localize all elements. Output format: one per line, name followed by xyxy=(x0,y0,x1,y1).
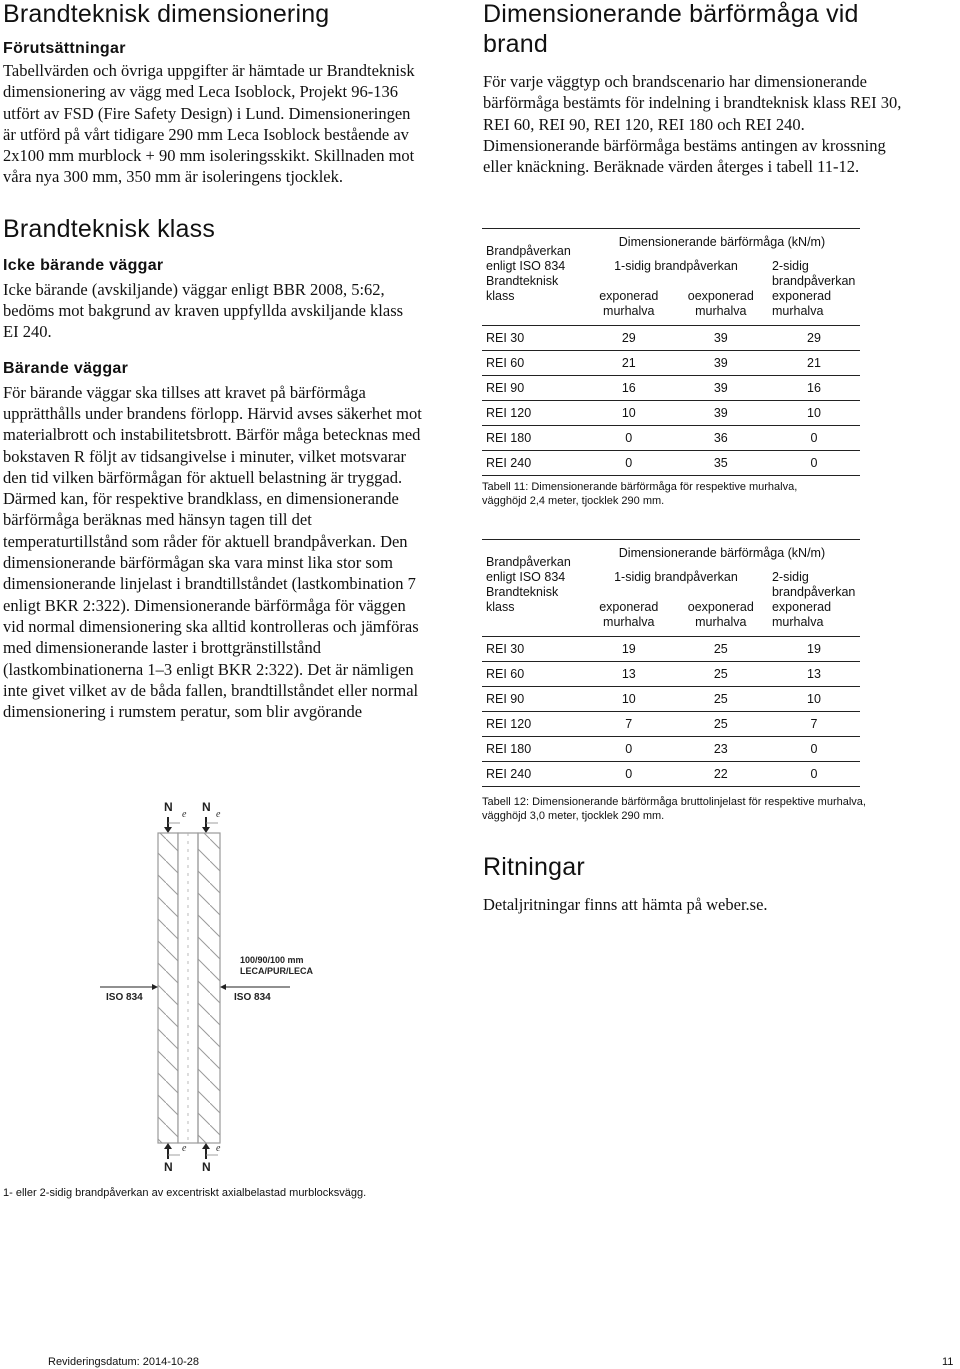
bearing-text: För bärande väggar ska tillses att kravet på bärförmåga upprätthålls under brandens förlopp. Härvid avses säkerhet mot materialbrott och instabilitetsbrott. Bärför måga betecknas med bokstaven R följt av tidsangivelse i minuter, vilket motsvarar den tid vilken bärförmågan för aktuell belastning är tryggad. Därmed kan, för respektive brandklass, en dimensionerande bärförmåga beräknas med hänsyn tagen till det temperaturtillstånd som råder för aktuell brandpåverkan. Den dimensionerande bärförmågan ska vara minst lika stor som dimensionerande linjelast i brandtillståndet (lastkombination 7 enligt BKR 2:322). Dimensionerande bärförmåga för väggen vid normal dimensionering ska alltid kontrolleras och jämföras med dimensionerande laster i brottgränstillstånd (lastkombinationerna 1–3 enligt BKR 2:322). Det är nämligen inte givet vilket av de båda fallen, brandtillståndet eller normal dimensionering i rumstem peratur, som blir avgörande xyxy=(3,382,422,722)
n-label-top-right: N xyxy=(202,800,211,814)
table-row xyxy=(482,401,860,426)
capacity-cell: 16 xyxy=(584,376,674,401)
class-title: Brandteknisk klass xyxy=(3,214,216,243)
table11-two-sided-header xyxy=(768,255,860,326)
e-label-top-right: e xyxy=(216,809,221,820)
table-row xyxy=(482,451,860,476)
table11-body xyxy=(482,326,860,476)
right-intro: För varje väggtyp och brandscenario har dimensionerande bärförmåga bestämts för indelning i brandteknisk klass REI 30, REI 60, REI 90, REI 120, REI 180 och REI 240. Dimensionerande bärförmåga bestäms antingen av krossning eller knäckning. Beräknade värden återges i tabell 11-12. xyxy=(483,72,902,177)
capacity-cell: 39 xyxy=(674,401,768,426)
table11-caption: Tabell 11: Dimensionerande bärförmåga för respektive murhalva, vägghöjd 2,4 meter, tjocklek 290 mm. xyxy=(482,481,798,507)
capacity-cell: 19 xyxy=(584,637,674,662)
fire-class-cell: REI 30 xyxy=(482,326,584,351)
capacity-cell: 10 xyxy=(768,687,860,712)
n-label-bottom-left: N xyxy=(164,1160,173,1174)
capacity-cell: 25 xyxy=(674,712,768,737)
iso-label-left: ISO 834 xyxy=(106,992,143,1003)
table12-exposed-header xyxy=(584,590,674,636)
capacity-cell: 29 xyxy=(584,326,674,351)
capacity-cell: 25 xyxy=(674,662,768,687)
prereq-heading: Förutsättningar xyxy=(3,40,126,57)
capacity-cell: 16 xyxy=(768,376,860,401)
table11-exposed-2-label: exponerad murhalva xyxy=(771,289,832,318)
capacity-cell: 13 xyxy=(584,662,674,687)
table12-exposed-label: exponerad murhalva xyxy=(599,600,659,629)
fire-class-cell: REI 240 xyxy=(482,451,584,476)
left-column xyxy=(3,0,428,722)
table-row xyxy=(482,762,860,787)
table11-exposed-label: exponerad murhalva xyxy=(599,289,659,318)
capacity-cell: 25 xyxy=(674,637,768,662)
wall-outer-right xyxy=(198,833,220,1143)
drawings-text: Detaljritningar finns att hämta på weber.se. xyxy=(483,895,768,914)
figure-caption: 1- eller 2-sidig brandpåverkan av excentriskt axialbelastad murblocksvägg. xyxy=(3,1187,367,1199)
capacity-cell: 0 xyxy=(584,451,674,476)
fire-class-cell: REI 180 xyxy=(482,426,584,451)
right-title: Dimensionerande bärförmåga vid brand xyxy=(483,0,859,58)
table11-group-header: Dimensionerande bärförmåga (kN/m) xyxy=(584,229,860,256)
table11-one-sided-header: 1-sidig brandpåverkan xyxy=(614,259,738,273)
e-label-bottom-right: e xyxy=(216,1143,221,1154)
table-row xyxy=(482,637,860,662)
iso-label-right: ISO 834 xyxy=(234,992,271,1003)
nonbearing-heading: Icke bärande väggar xyxy=(3,256,164,274)
capacity-cell: 35 xyxy=(674,451,768,476)
capacity-cell: 10 xyxy=(584,401,674,426)
fire-class-cell: REI 30 xyxy=(482,637,584,662)
table12-unexposed-label: oexponerad murhalva xyxy=(687,600,754,629)
capacity-cell: 0 xyxy=(768,737,860,762)
fire-class-cell: REI 240 xyxy=(482,762,584,787)
capacity-cell: 0 xyxy=(768,451,860,476)
capacity-cell: 21 xyxy=(584,351,674,376)
capacity-cell: 0 xyxy=(768,426,860,451)
capacity-cell: 7 xyxy=(584,712,674,737)
table11-unexposed-header xyxy=(674,279,768,325)
fire-class-cell: REI 60 xyxy=(482,351,584,376)
table-row xyxy=(482,426,860,451)
right-column xyxy=(483,0,923,177)
fire-class-cell: REI 180 xyxy=(482,737,584,762)
table12-row-label-header: Brandpåverkan enligt ISO 834 Brandteknisk klass xyxy=(482,540,584,637)
capacity-cell: 7 xyxy=(768,712,860,737)
revision-date: Revideringsdatum: 2014-10-28 xyxy=(48,1356,200,1368)
n-label-top-left: N xyxy=(164,800,173,814)
fire-class-cell: REI 90 xyxy=(482,376,584,401)
table11-two-sided-label: 2-sidig brandpåverkan xyxy=(771,259,856,288)
table12-one-sided-header: 1-sidig brandpåverkan xyxy=(614,570,738,584)
capacity-cell: 25 xyxy=(674,687,768,712)
fire-class-cell: REI 120 xyxy=(482,712,584,737)
capacity-cell: 21 xyxy=(768,351,860,376)
table-row xyxy=(482,712,860,737)
table12-caption: Tabell 12: Dimensionerande bärförmåga bruttolinjelast för respektive murhalva, vägghöjd 3,0 meter, tjocklek 290 mm. xyxy=(482,796,866,822)
table-row xyxy=(482,662,860,687)
table-row xyxy=(482,326,860,351)
prereq-text: Tabellvärden och övriga uppgifter är hämtade ur Brandteknisk dimensionering av vägg med Leca Isoblock, Projekt 96-136 utfört av FSD (Fire Safety Design) i Lund. Dimensioneringen är utförd på vårt tidigare 290 mm Leca Isoblock bestående av 2x100 mm murblock + 90 mm isoleringsskikt. Skillnaden mot våra nya 300 mm, 350 mm är isoleringens tjocklek. xyxy=(3,61,415,187)
table12-exposed-2-label: exponerad murhalva xyxy=(771,600,832,629)
table-11 xyxy=(482,228,860,476)
capacity-cell: 23 xyxy=(674,737,768,762)
fire-class-cell: REI 90 xyxy=(482,687,584,712)
page-title: Brandteknisk dimensionering xyxy=(3,0,330,28)
capacity-cell: 29 xyxy=(768,326,860,351)
drawings-title: Ritningar xyxy=(483,853,585,881)
fire-class-cell: REI 120 xyxy=(482,401,584,426)
table12-group-header: Dimensionerande bärförmåga (kN/m) xyxy=(584,540,860,567)
e-label-bottom-left: e xyxy=(182,1143,187,1154)
n-label-bottom-right: N xyxy=(202,1160,211,1174)
capacity-cell: 0 xyxy=(584,762,674,787)
table12-two-sided-header xyxy=(768,566,860,637)
fire-class-cell: REI 60 xyxy=(482,662,584,687)
table-row xyxy=(482,351,860,376)
capacity-cell: 39 xyxy=(674,326,768,351)
capacity-cell: 0 xyxy=(768,762,860,787)
capacity-cell: 0 xyxy=(584,737,674,762)
wall-outer-left xyxy=(158,833,178,1143)
table11-unexposed-label: oexponerad murhalva xyxy=(687,289,754,318)
capacity-cell: 13 xyxy=(768,662,860,687)
bearing-heading: Bärande väggar xyxy=(3,359,129,377)
nonbearing-text: Icke bärande (avskiljande) väggar enligt BBR 2008, 5:62, bedöms mot bakgrund av kraven uppfyllda avskiljande klass EI 240. xyxy=(3,279,404,342)
layer-label-2: LECA/PUR/LECA xyxy=(240,966,314,976)
capacity-cell: 39 xyxy=(674,376,768,401)
capacity-cell: 10 xyxy=(768,401,860,426)
table11-row-label-header: Brandpåverkan enligt ISO 834 Brandteknisk klass xyxy=(482,229,584,326)
page-number: 11 xyxy=(942,1356,954,1368)
table12-body xyxy=(482,637,860,787)
table-row xyxy=(482,376,860,401)
table-row xyxy=(482,687,860,712)
wall-section-figure xyxy=(100,795,340,1175)
e-label-top-left: e xyxy=(182,809,187,820)
capacity-cell: 19 xyxy=(768,637,860,662)
capacity-cell: 39 xyxy=(674,351,768,376)
table12-unexposed-header xyxy=(674,590,768,636)
table11-exposed-header xyxy=(584,279,674,325)
capacity-cell: 36 xyxy=(674,426,768,451)
table-12 xyxy=(482,539,860,787)
table12-two-sided-label: 2-sidig brandpåverkan xyxy=(771,570,856,599)
capacity-cell: 22 xyxy=(674,762,768,787)
table-row xyxy=(482,737,860,762)
layer-label-1: 100/90/100 mm xyxy=(240,955,304,965)
capacity-cell: 0 xyxy=(584,426,674,451)
capacity-cell: 10 xyxy=(584,687,674,712)
